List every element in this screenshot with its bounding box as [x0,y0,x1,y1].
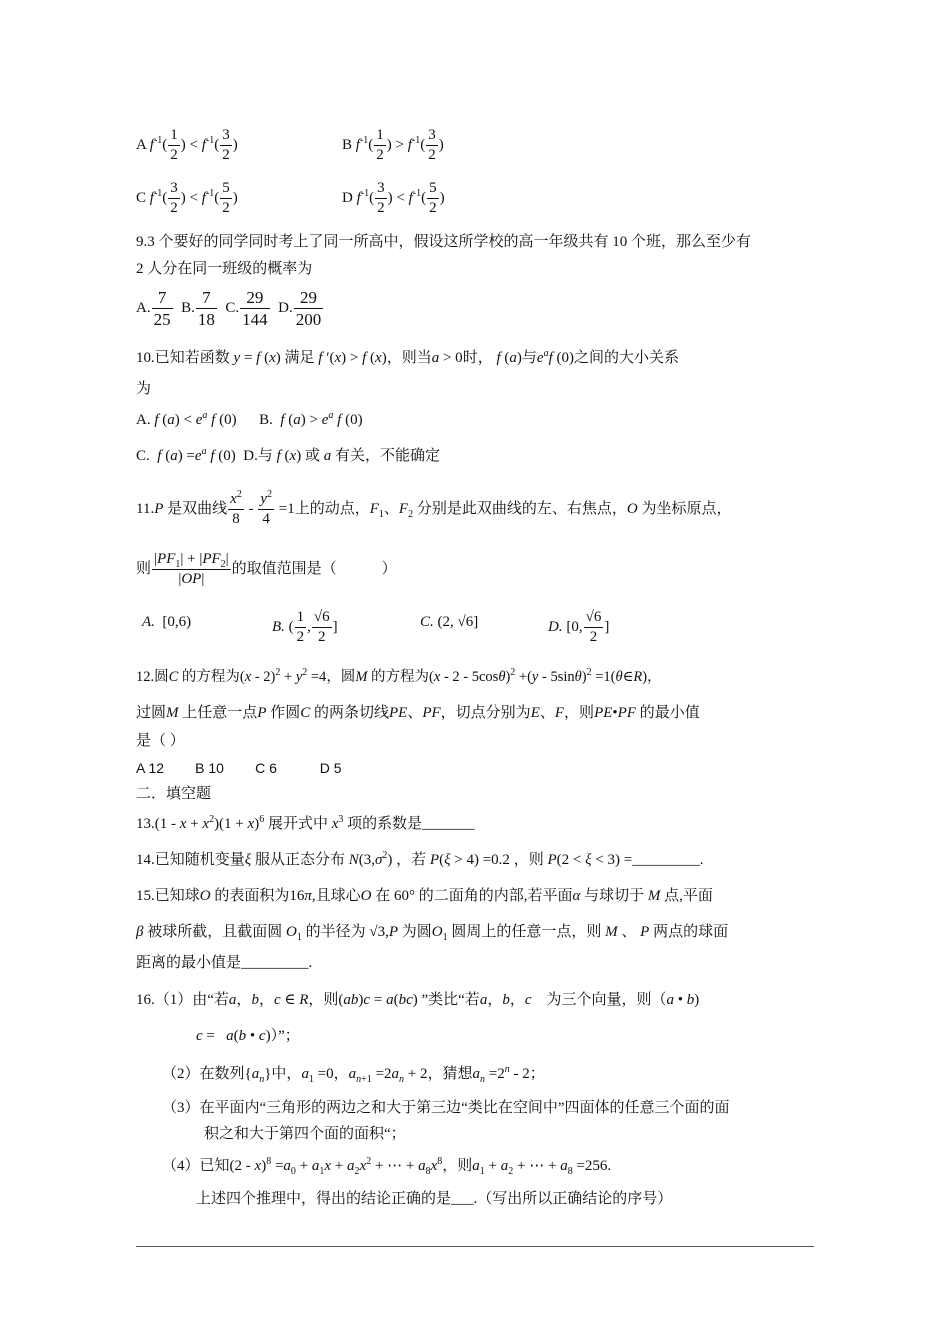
q11-line2: 则 $\frac{|PF_1| + |PF_2|}{|OP|}$ 的取值范围是（ ） [136,551,397,587]
q11-option-c: C. (2, √6] [420,614,479,630]
q8-option-b: B $f^{-1}$( $\frac{1}{2}$ ) > $f^{-1}$( $\frac{3}{2}$ ) [342,127,444,163]
q15-line2: β 被球所截，且截面圆 $O_1$ 的半径为 √3,P 为圆$O_1$ 圆周上的任意一点，则 M 、 P 两点的球面 [136,924,729,943]
q10-line2: 为 [136,381,152,397]
q10-options-ab: A. f $(a) < e^a$ f (0) B. f $(a) > e^a$ f (0) [136,410,363,428]
q8-option-c: C $f^{-1}$( $\frac{3}{2}$ ) < $f^{-1}$( $\frac{5}{2}$ ) [136,180,238,216]
q16-item4: （4）已知$(2 - x)^8 =a_0 + a_1x + a_2x^2$ + ⋯ + $a_8x^8$，则$a_1 + a_2$ + ⋯ + $a_8 =256$. [162,1156,612,1177]
q16-item3-line2: 积之和大于第四个面的面积“； [204,1126,406,1142]
q11-option-a: A. [0,6) [142,614,192,630]
q8-option-a: A $f^{-1}$( $\frac{1}{2}$ ) < $f^{-1}$( $\frac{3}{2}$ ) [136,127,238,163]
q9-line2: 2 人分在同一班级的概率为 [136,261,313,277]
q9-line1: 9.3 个要好的同学同时考上了同一所高中，假设这所学校的高一年级共有 10 个班，那么至少有 [136,234,752,250]
q8-option-d: D $f^{-1}$( $\frac{3}{2}$ ) < $f^{-1}$( $\frac{5}{2}$ ) [342,180,445,216]
q12-line2: 过圆M 上任意一点P 作圆C 的两条切线PE、PF，切点分别为E、F，则PE•PF 的最小值 [136,705,700,721]
q14-line: 14.已知随机变量ξ 服从正态分布 $N(3,\sigma^2)$ ，若 P(ξ > 4) =0.2 ，则 P(2 < ξ < 3) =_________. [136,850,704,868]
q13-line: $13.(1 - x + x^2)(1 + x)^6$ 展开式中 $x^3$ 项的系数是_______ [136,814,475,832]
q11-option-b: B. ( $\frac{1}{2}$ , $\frac{√6}{2}$ ] [272,609,338,645]
q15-line3: 距离的最小值是_________. [136,955,313,971]
section-fill-in-title: 二．填空题 [136,786,212,802]
q10-options-cd: C. f $(a) =e^a$ f (0) D.与 f (x) 或 a 有关，不能确定 [136,446,440,464]
q16-item3-line1: （3）在平面内“三角形的两边之和大于第三边“类比在空间中”四面体的任意三个面的面 [162,1100,730,1116]
q11-line1: 11.P 是双曲线 $\frac{x^2}{8}$ - $\frac{y^2}{4}$ =1上的动点，$F_1$、$F_2$ 分别是此双曲线的左、右焦点，O 为坐标原点， [136,489,732,527]
q15-line1: 15.已知球O 的表面积为16π,且球心O 在 60° 的二面角的内部,若平面α 与球切于 M 点,平面 [136,888,713,904]
q12-line3: 是（ ） [136,733,185,749]
q16-conclusion: 上述四个推理中，得出的结论正确的是___.（写出所以正确结论的序号） [196,1191,673,1207]
q16-line1: 16.（1）由“若a，b，c ∈ R，则(ab)c = a(bc) ”类比“若a，b，c 为三个向量，则（a • b) [136,992,700,1008]
q12-line1: 12.圆C 的方程为$(x - 2)^2 + y^2 =4$，圆M 的方程为(x - 2 - 5cosθ)$^2$ +(y - 5sinθ)$^2$ =1(θ∈R)， [136,667,662,685]
footer-divider [136,1246,814,1247]
q16-line2: c = a(b • c)）”； [196,1028,300,1044]
q16-item2: （2）在数列$\{a_n\}$中，$a_1 =0$，$a_{n+1} =2a_n + 2$，猜想$a_n =2^n - 2$； [162,1064,545,1085]
q9-options: A. $\frac{7}{25}$ B. $\frac{7}{18}$ C. $\frac{29}{144}$ D. $\frac{29}{200}$ [136,288,322,329]
q12-options: A 12 B 10 C 6 D 5 [136,760,342,776]
q10-line1: 10.已知若函数 y = f (x) 满足 f ′(x) > f (x)，则当a > 0时， f (a)与$e^af$ (0)之间的大小关系 [136,348,679,366]
q11-option-d: D. [0, $\frac{√6}{2}$ ] [548,609,610,645]
